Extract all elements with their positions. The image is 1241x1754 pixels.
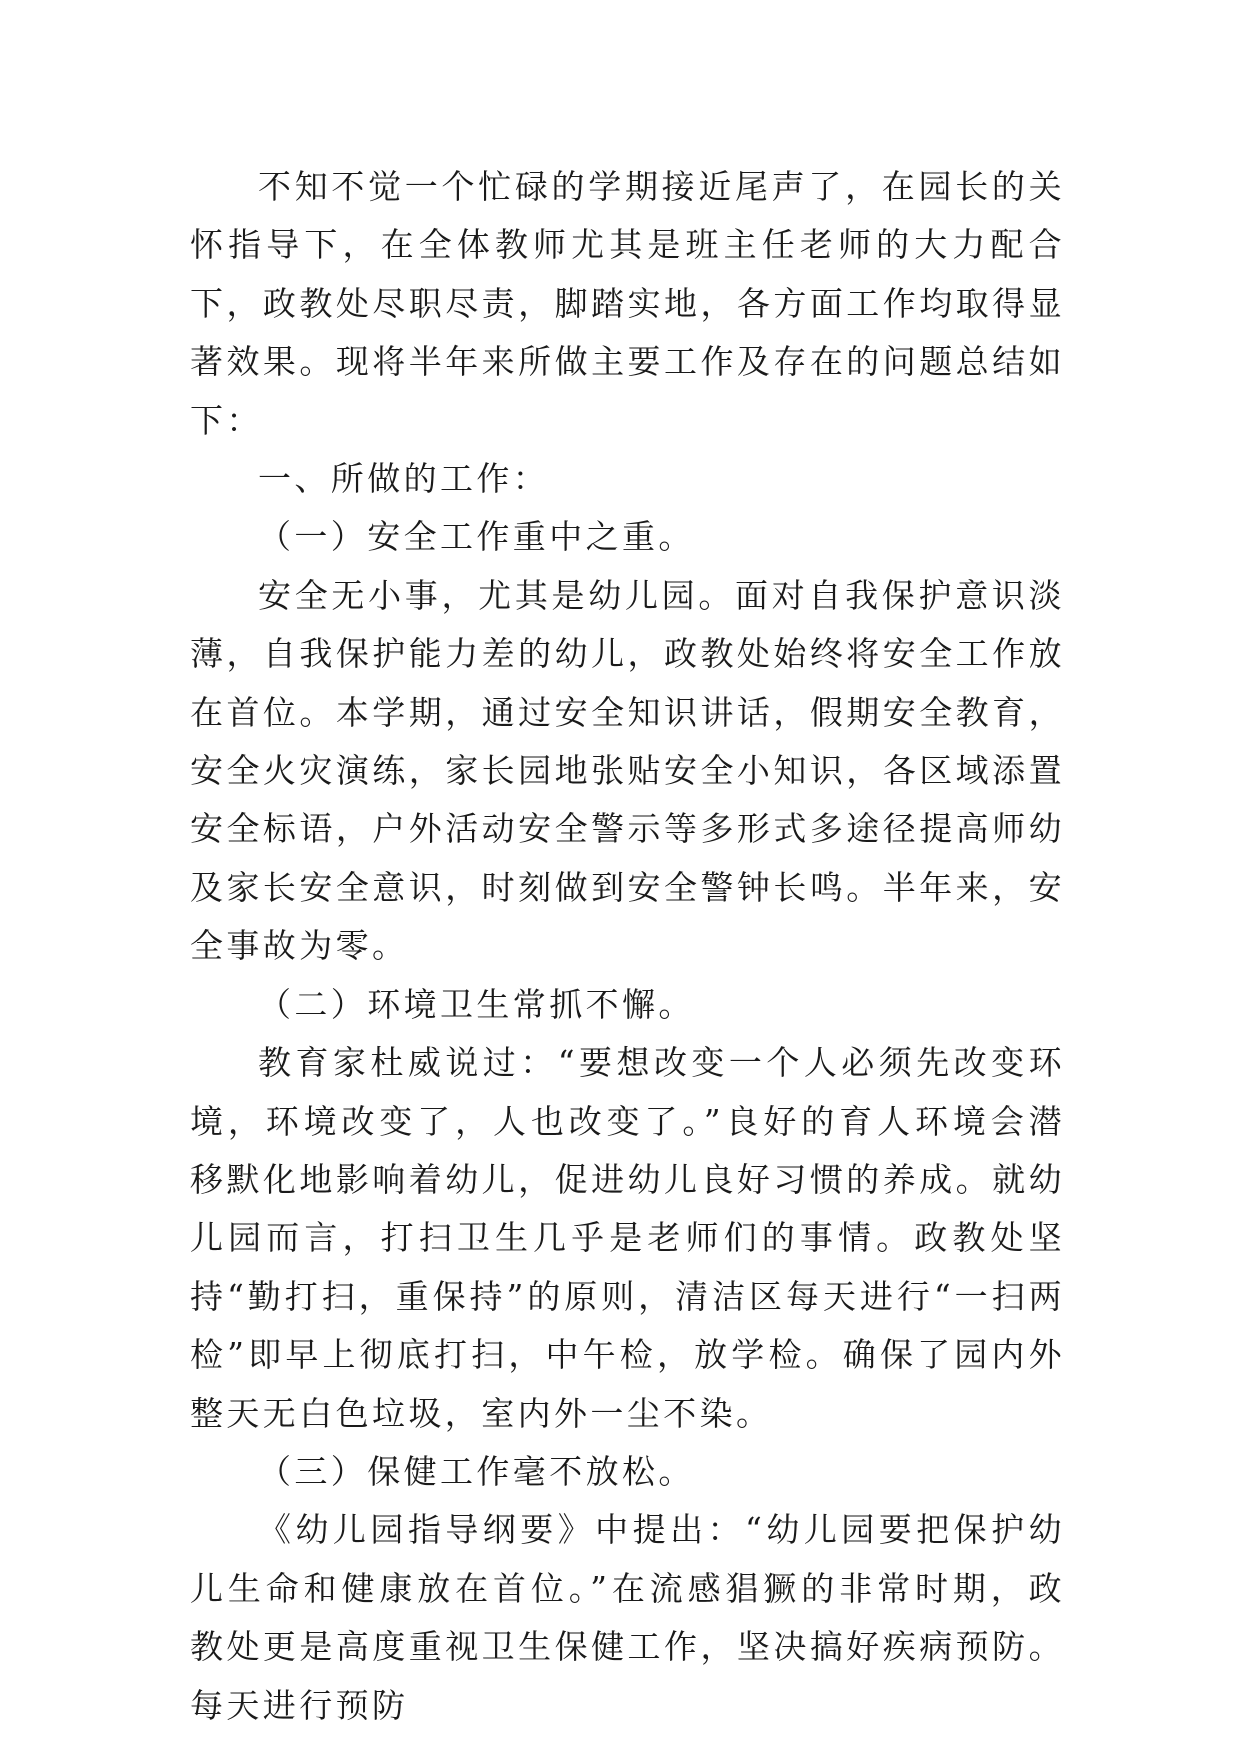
- subheading-safety: （一）安全工作重中之重。: [258, 517, 695, 557]
- hygiene-paragraph: 教育家杜威说过：“要想改变一个人必须先改变环境，环境改变了，人也改变了。”良好的育人环境会潜移默化地影响着幼儿，促进幼儿良好习惯的养成。就幼儿园而言，打扫卫生几乎是老师们的事情。政教处坚持“勤打扫，重保持”的原则，清洁区每天进行“一扫两检”即早上彻底打扫，中午检，放学检。确保了园内外整天无白色垃圾，室内外一尘不染。: [190, 1043, 1065, 1433]
- document-body: [190, 158, 1065, 1735]
- subheading-healthcare: （三）保健工作毫不放松。: [258, 1451, 695, 1491]
- section-heading-work-done: 一、所做的工作：: [258, 459, 550, 499]
- subheading-hygiene: （二）环境卫生常抓不懈。: [258, 984, 695, 1024]
- safety-paragraph: 安全无小事，尤其是幼儿园。面对自我保护意识淡薄，自我保护能力差的幼儿，政教处始终将安全工作放在首位。本学期，通过安全知识讲话，假期安全教育，安全火灾演练，家长园地张贴安全小知识，各区域添置安全标语，户外活动安全警示等多形式多途径提高师幼及家长安全意识，时刻做到安全警钟长鸣。半年来，安全事故为零。: [190, 575, 1065, 966]
- healthcare-paragraph: 《幼儿园指导纲要》中提出：“幼儿园要把保护幼儿生命和健康放在首位。”在流感猖獗的非常时期，政教处更是高度重视卫生保健工作，坚决搞好疾病预防。每天进行预防: [190, 1510, 1065, 1725]
- intro-paragraph: 不知不觉一个忙碌的学期接近尾声了，在园长的关怀指导下，在全体教师尤其是班主任老师的大力配合下，政教处尽职尽责，脚踏实地，各方面工作均取得显著效果。现将半年来所做主要工作及存在的问题总结如下：: [190, 167, 1065, 440]
